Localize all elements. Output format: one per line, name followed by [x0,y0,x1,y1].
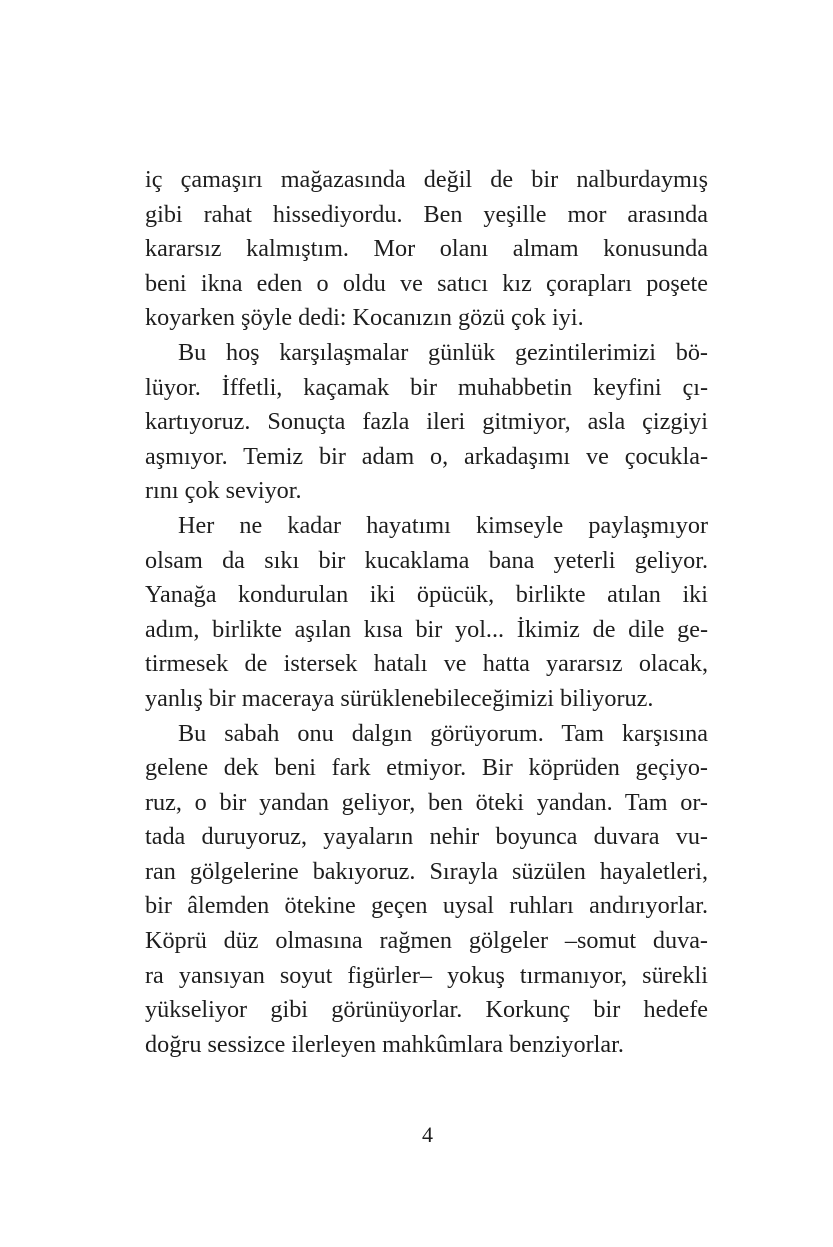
paragraph [145,717,708,1063]
text-line: yükseliyor gibi görünüyorlar. Korkunç bir hedefe [145,996,708,1024]
text-line: tada duruyoruz, yayaların nehir boyunca duvara vu- [145,823,708,851]
text-line: kararsız kalmıştım. Mor olanı almam konusunda [145,235,708,263]
body-text [145,163,708,1062]
text-line: gelene dek beni fark etmiyor. Bir köprüden geçiyo- [145,754,708,782]
paragraph [145,336,708,509]
text-line: yanlış bir maceraya sürüklenebileceğimizi biliyoruz. [145,684,654,712]
text-line: aşmıyor. Temiz bir adam o, arkadaşımı ve çocukla- [145,442,708,470]
text-line: Yanağa kondurulan iki öpücük, birlikte atılan iki [145,581,708,609]
text-line: lüyor. İffetli, kaçamak bir muhabbetin keyfini çı- [145,373,708,401]
page-number: 4 [422,1122,433,1147]
text-line: bir âlemden ötekine geçen uysal ruhları andırıyorlar. [145,892,708,920]
text-line: Bu hoş karşılaşmalar günlük gezintilerimizi bö- [178,338,708,366]
text-line: ruz, o bir yandan geliyor, ben öteki yandan. Tam or- [145,788,708,816]
paragraph [145,163,708,336]
text-line: olsam da sıkı bir kucaklama bana yeterli geliyor. [145,546,708,574]
text-line: Köprü düz olmasına rağmen gölgeler –somut duva- [145,927,708,955]
text-line: Bu sabah onu dalgın görüyorum. Tam karşısına [178,719,708,747]
text-line: beni ikna eden o oldu ve satıcı kız çorapları poşete [145,269,708,297]
text-line: doğru sessizce ilerleyen mahkûmlara benziyorlar. [145,1030,624,1058]
text-line: koyarken şöyle dedi: Kocanızın gözü çok iyi. [145,304,584,332]
text-line: kartıyoruz. Sonuçta fazla ileri gitmiyor, asla çizgiyi [145,408,708,436]
text-line: ran gölgelerine bakıyoruz. Sırayla süzülen hayaletleri, [145,857,708,885]
text-line: gibi rahat hissediyordu. Ben yeşille mor arasında [145,200,708,228]
text-line: Her ne kadar hayatımı kimseyle paylaşmıyor [178,511,708,539]
text-line: tirmesek de istersek hatalı ve hatta yararsız olacak, [145,650,708,678]
text-line: iç çamaşırı mağazasında değil de bir nalburdaymış [145,166,708,193]
text-line: adım, birlikte aşılan kısa bir yol... İkimiz de dile ge- [145,615,708,643]
paragraph [145,509,708,717]
text-line: ra yansıyan soyut figürler– yokuş tırmanıyor, sürekli [145,961,708,989]
text-line: rını çok seviyor. [145,477,302,505]
